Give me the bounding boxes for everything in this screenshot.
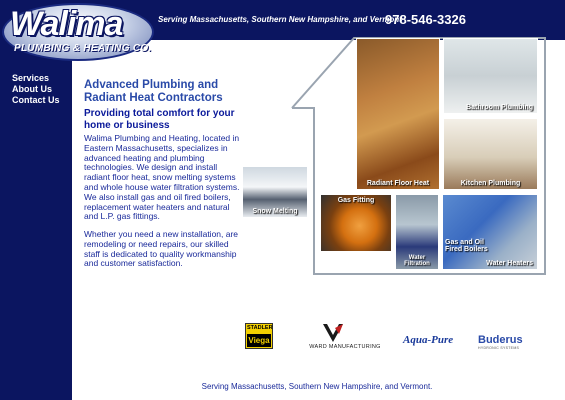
stadler-label: STADLER — [247, 325, 273, 331]
buderus-sublabel: HYDRONIC SYSTEMS — [478, 346, 520, 350]
photo-caption: Gas Fitting — [337, 197, 375, 204]
aqua-pure-label: Aqua-Pure — [403, 334, 454, 346]
photo-caption-water-heaters: Water Heaters — [486, 260, 533, 267]
logo-subtitle: PLUMBING & HEATING CO. — [14, 43, 152, 54]
photo-caption-boilers: Gas and Oil Fired Boilers — [445, 239, 488, 253]
photo-caption: Water Filtration — [404, 255, 430, 267]
nav-services[interactable]: Services — [12, 73, 50, 83]
photo-snow-melting[interactable] — [242, 166, 308, 218]
phone-number: 978-546-3326 — [385, 12, 466, 27]
photo-boilers-water-heaters[interactable] — [442, 194, 538, 270]
photo-caption: Snow Melting — [252, 208, 298, 215]
ward-label: WARD MANUFACTURING — [309, 344, 381, 350]
page-subheading: Providing total comfort for your home or business — [84, 108, 235, 131]
photo-caption: Bathroom Plumbing — [466, 104, 533, 111]
main-nav — [12, 73, 60, 106]
footer-text: Serving Massachusetts, Southern New Hampshire, and Vermont. — [201, 382, 433, 391]
photo-kitchen-plumbing[interactable] — [443, 118, 538, 190]
header-tagline: Serving Massachusetts, Southern New Hampshire, and Vermont — [158, 15, 402, 24]
service-paragraph: Whether you need a new installation, are remodeling or need repairs, our skilled staff is dedicated to quality workmanship and customer satisfaction. — [84, 229, 239, 269]
photo-caption: Kitchen Plumbing — [460, 180, 521, 187]
ward-mark-icon — [321, 322, 345, 344]
photo-radiant-floor-heat[interactable] — [356, 38, 440, 190]
ward-manufacturing-logo[interactable] — [305, 322, 385, 352]
logo-title: Walima — [10, 5, 123, 43]
photo-water-filtration[interactable] — [395, 194, 439, 270]
viega-label: Viega — [248, 336, 270, 345]
photo-bathroom-plumbing[interactable] — [443, 38, 538, 114]
company-logo[interactable] — [2, 3, 154, 61]
photo-caption: Radiant Floor Heat — [366, 180, 430, 187]
stadler-viega-logo[interactable] — [245, 323, 273, 349]
aqua-pure-logo[interactable] — [403, 334, 465, 354]
buderus-label: Buderus — [478, 334, 523, 346]
photo-gas-fitting[interactable] — [320, 194, 392, 252]
intro-paragraph: Walima Plumbing and Heating, located in Eastern Massachusetts, specializes in advanced heating and plumbing technologies. We design and install radiant floor heat, snow melting systems and whole house water filtration systems. We also install gas and oil fired boilers, replacement water heaters and natural and L.P. gas fittings. — [84, 133, 240, 222]
buderus-logo[interactable] — [476, 334, 532, 354]
nav-about-us[interactable]: About Us — [12, 84, 52, 94]
page-heading: Advanced Plumbing and Radiant Heat Contractors — [84, 79, 223, 104]
nav-contact-us[interactable]: Contact Us — [12, 95, 60, 105]
